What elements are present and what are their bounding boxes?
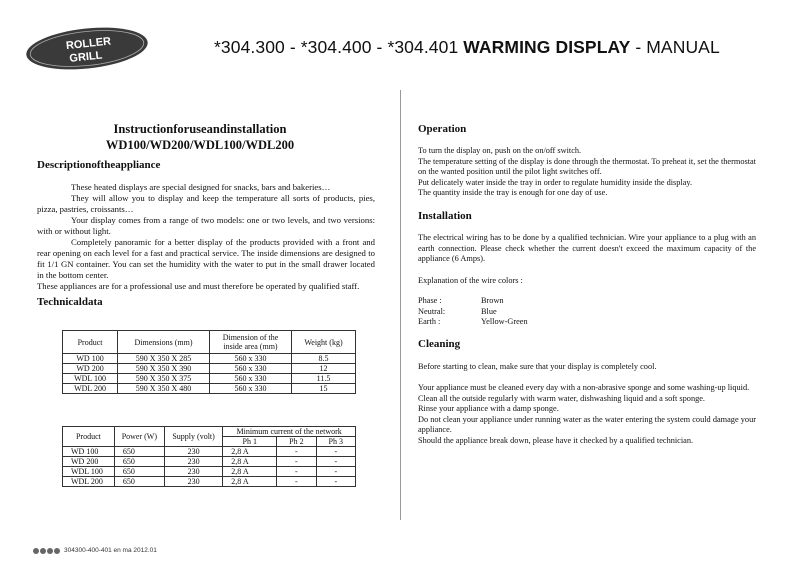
table-cell: - — [277, 447, 316, 457]
table-cell: - — [277, 457, 316, 467]
table-cell: 2,8 A — [223, 477, 277, 487]
table-row — [63, 467, 356, 477]
technical-data-heading: Technicaldata — [37, 296, 103, 308]
table-cell: 650 — [114, 457, 164, 467]
cleaning-line: Do not clean your appliance under running water as the water entering the system could damage your appliance. — [418, 414, 756, 434]
cleaning-line: Rinse your appliance with a damp sponge. — [418, 404, 559, 413]
table-cell: - — [316, 467, 355, 477]
table-cell: WDL 200 — [63, 384, 118, 394]
table-cell: - — [277, 467, 316, 477]
table-cell: WDL 200 — [63, 477, 115, 487]
description-para: Your display comes from a range of two models: one or two levels, and two versions: with or without light. — [37, 215, 375, 236]
table-cell: 560 x 330 — [209, 384, 291, 394]
table-cell: 230 — [164, 477, 222, 487]
table-subheader-cell: Ph 3 — [316, 437, 355, 447]
table-header-cell: Dimensions (mm) — [118, 331, 210, 354]
dimensions-table — [62, 330, 356, 394]
table-cell: 650 — [114, 477, 164, 487]
header-suffix: - MANUAL — [630, 37, 720, 57]
table-cell: 590 X 350 X 480 — [118, 384, 210, 394]
cleaning-intro: Before starting to clean, make sure that your display is completely cool. — [418, 362, 657, 371]
description-heading: Descriptionoftheappliance — [37, 159, 161, 171]
table-cell: 8.5 — [291, 354, 355, 364]
document-title-line2: WD100/WD200/WDL100/WDL200 — [105, 138, 295, 152]
table-row — [63, 374, 356, 384]
table-cell: WDL 100 — [63, 374, 118, 384]
table-cell: 230 — [164, 467, 222, 477]
table-cell: 2,8 A — [223, 457, 277, 467]
operation-line: To turn the display on, push on the on/off switch. — [418, 146, 582, 155]
wire-row — [418, 307, 528, 318]
description-para: Completely panoramic for a better display of the products provided with a front and rear opening on each level for a fast and practical service. The inside dimensions are designed to fit 1/1 GN container. You can set the humidity with the water to put in the small drawer located in the bottom center. — [37, 237, 375, 280]
wire-row — [418, 317, 528, 328]
document-title — [0, 121, 400, 153]
table-cell: - — [277, 477, 316, 487]
cleaning-line: Should the appliance break down, please have it checked by a qualified technician. — [418, 435, 694, 445]
table-header-cell: Minimum current of the network — [223, 427, 356, 437]
table-cell: 590 X 350 X 375 — [118, 374, 210, 384]
table-cell: 560 x 330 — [209, 374, 291, 384]
operation-line: Put delicately water inside the tray in order to regulate humidity inside the display. — [418, 177, 693, 187]
footer-reference: 304300-400-401 en ma 2012.01 — [64, 547, 157, 554]
table-header-cell: Supply (volt) — [164, 427, 222, 447]
table-cell: WD 200 — [63, 364, 118, 374]
table-cell: 560 x 330 — [209, 354, 291, 364]
wire-intro: Explanation of the wire colors : — [418, 276, 523, 285]
installation-text — [418, 233, 756, 265]
logo-line1: ROLLER — [65, 35, 112, 53]
description-para: These heated displays are special designed for snacks, bars and bakeries… — [71, 182, 331, 192]
table-cell: 590 X 350 X 285 — [118, 354, 210, 364]
table-header-row — [63, 427, 356, 437]
operation-line: The temperature setting of the display is done through the thermostat. To preheat it, set the thermostat on the wanted position until the pilot light switches off. — [418, 156, 756, 176]
table-row — [63, 384, 356, 394]
table-cell: 2,8 A — [223, 467, 277, 477]
table-cell: 15 — [291, 384, 355, 394]
table-header-row — [63, 331, 356, 354]
table-header-cell: Product — [63, 427, 115, 447]
column-divider — [400, 90, 401, 520]
installation-para: The electrical wiring has to be done by a qualified technician. Wire your appliance to a plug with an earth connection. Please check whether the current doesn't exceed the maximum capacity of the appliance (6 Amps). — [418, 233, 756, 263]
table-header-cell: Weight (kg) — [291, 331, 355, 354]
cleaning-text — [418, 383, 756, 446]
table-cell: WD 200 — [63, 457, 115, 467]
description-para: These appliances are for a professional use and must therefore be operated by qualified staff. — [37, 281, 360, 291]
table-cell: 650 — [114, 447, 164, 457]
document-title-line1: Instructionforuseandinstallation — [113, 122, 287, 136]
wire-key: Earth : — [418, 317, 441, 326]
wire-colors — [418, 296, 528, 328]
electrical-table — [62, 426, 356, 487]
table-header-cell: Product — [63, 331, 118, 354]
table-cell: 650 — [114, 467, 164, 477]
table-cell: 11.5 — [291, 374, 355, 384]
table-subheader-cell: Ph 2 — [277, 437, 316, 447]
table-cell: 590 X 350 X 390 — [118, 364, 210, 374]
table-subheader-cell: Ph 1 — [223, 437, 277, 447]
table-cell: 230 — [164, 447, 222, 457]
operation-line: The quantity inside the tray is enough for one day of use. — [418, 188, 608, 197]
installation-heading: Installation — [418, 210, 472, 222]
wire-row — [418, 296, 528, 307]
table-header-cell: Dimension of the inside area (mm) — [209, 331, 291, 354]
table-cell: 2,8 A — [223, 447, 277, 457]
table-header-cell: Power (W) — [114, 427, 164, 447]
certification-marks-icon — [33, 548, 60, 554]
wire-key: Phase : — [418, 296, 442, 305]
table-cell: - — [316, 477, 355, 487]
footer — [33, 547, 157, 554]
page-header — [214, 37, 720, 58]
header-codes: *304.300 - *304.400 - *304.401 — [214, 37, 464, 57]
cleaning-line: Your appliance must be cleaned every day with a non-abrasive sponge and some washing-up liquid. — [418, 383, 750, 392]
operation-heading: Operation — [418, 123, 467, 135]
table-row — [63, 457, 356, 467]
table-row — [63, 354, 356, 364]
wire-value: Brown — [481, 296, 504, 305]
description-para: They will allow you to display and keep the temperature all sorts of products, pies, pizza, pastries, croissants… — [37, 193, 375, 214]
cleaning-heading: Cleaning — [418, 338, 461, 350]
table-cell: 12 — [291, 364, 355, 374]
roller-grill-logo — [25, 27, 149, 70]
table-cell: 230 — [164, 457, 222, 467]
cleaning-line: Clean all the outside regularly with warm water, dishwashing liquid and a soft sponge. — [418, 393, 705, 403]
table-row — [63, 447, 356, 457]
table-cell: WDL 100 — [63, 467, 115, 477]
table-cell: - — [316, 457, 355, 467]
description-text — [37, 182, 375, 292]
table-cell: WD 100 — [63, 354, 118, 364]
wire-value: Blue — [481, 306, 497, 316]
table-cell: WD 100 — [63, 447, 115, 457]
table-row — [63, 477, 356, 487]
logo-line2: GRILL — [68, 49, 103, 65]
table-cell: 560 x 330 — [209, 364, 291, 374]
wire-key: Neutral: — [418, 306, 446, 316]
operation-text — [418, 146, 756, 199]
table-row — [63, 364, 356, 374]
header-product: WARMING DISPLAY — [463, 37, 631, 57]
table-cell: - — [316, 447, 355, 457]
wire-value: Yellow-Green — [481, 317, 528, 326]
